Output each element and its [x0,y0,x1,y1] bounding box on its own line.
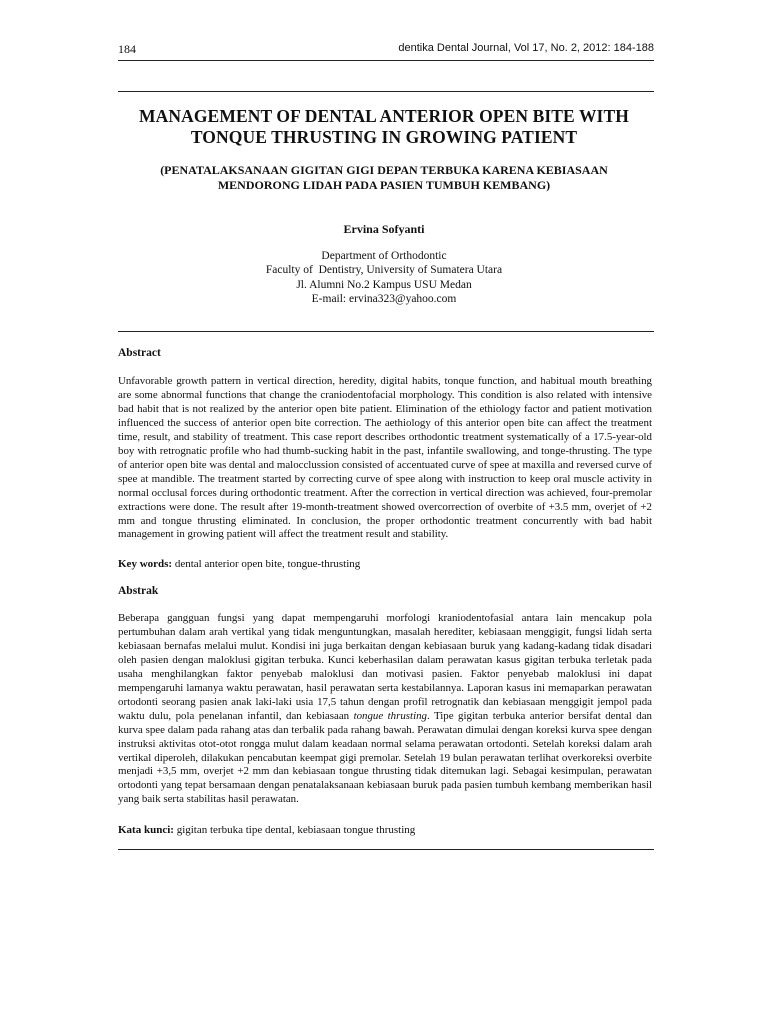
paper-title [100,106,668,148]
kata-kunci-text: gigitan terbuka tipe dental, kebiasaan tongue thrusting [173,824,416,836]
paper-subtitle-line-2: MENDORONG LIDAH PADA PASIEN TUMBUH KEMBANG) [217,178,551,192]
affiliation-department: Department of Orthodontic [321,250,447,262]
paper-subtitle-line-1: (PENATALAKSANAAN GIGITAN GIGI DEPAN TERBUKA KARENA KEBIASAAN [160,163,608,177]
abstrak-text-italic: tongue thrusting [353,709,427,722]
kata-kunci-label: Kata kunci: [118,824,174,836]
keywords [118,557,652,571]
kata-kunci [118,823,652,837]
paper-subtitle [120,163,648,193]
author-affiliation [0,249,768,306]
affiliation-address: Jl. Alumni No.2 Kampus USU Medan [296,278,472,291]
abstract-bottom-rule [118,849,654,850]
abstrak-text-part-2: . Tipe gigitan terbuka anterior bersifat dental dan kurva spee dalam pada rahang atas dan terbalik pada rahang bawah. Perawatan dimulai dengan koreksi kurva spee dengan instruksi aktivitas otot-otot rongga mulut dalam keadaan normal selama perawatan ortodonti. Setelah koreksi dalam arah vertikal diperoleh, dilakukan pencabutan keempat gigi premolar. Setelah 19 bulan perawatan terlihat overkoreksi overbite menjadi +3,5 mm, overjet +2 mm dan kebiasaan tongue thrusting tidak ditemukan lagi. Sebagai kesimpulan, perawatan ortodonti yang tepat bersamaan dengan penatalaksanaan kebiasaan buruk pada pasien tumbuh kembang memberikan hasil yang baik serta stabilitas hasil perawatan. [118,709,652,806]
author-name: Ervina Sofyanti [343,222,425,236]
running-header [118,42,654,58]
abstract-top-rule [118,331,654,332]
title-top-rule [118,91,654,92]
page-number: 184 [118,42,136,56]
affiliation-faculty: Faculty of Dentistry, University of Sumatera Utara [265,264,503,277]
paper-title-line-2: TONQUE THRUSTING IN GROWING PATIENT [190,127,578,147]
keywords-label: Key words: [118,558,173,570]
abstract-text: Unfavorable growth pattern in vertical direction, heredity, digital habits, tonque function, and habitual mouth breathing are some abnormal functions that change the craniodentofacial morphology. This condition is also related with intensive bad habit that is not realized by the anterior open bite patient. Elimination of the ethiology factor and patient motivation influenced the success of anterior open bite correction. The aethiology of this anterior open bite can affect the treatment time, result, and stability of treatment. This case report describes orthodontic treatment systematically of a 17.5-year-old boy with retrognatic profile who had thumb-sucking habit in the past, infantile swallowing, and tonge-thrusting. The type of anterior open bite was dental and malocclussion consisted of accentuated curve of spee at maxilla and reversed curve of spee at mandible. The treatment started by correcting curve of spee along with instruction to keep oral muscle activity in normal occlusal forces during orthodontic treatment. After the correction in vertical direction was achieved, four-premolar extractions were done. The result after 19-month-treatment showed overcorrection of overbite of +3.5 mm, overjet of +2 mm and tongue thrusting eliminated. In conclusion, the proper orthodontic treatment concurrently with bad habit management in growing patient will affect the treatment result and stability. [118,375,652,541]
abstrak-heading: Abstrak [118,585,159,597]
header-rule [118,60,654,61]
keywords-text: dental anterior open bite, tongue-thrusting [172,558,361,570]
affiliation-email: E-mail: ervina323@yahoo.com [311,292,457,305]
abstrak-text [118,612,652,807]
abstrak-text-part-1: Beberapa gangguan fungsi yang dapat mempengaruhi morfologi kraniodentofasial antara lain mencakup pola pertumbuhan dalam arah vertikal yang tidak menguntungkan, masalah herediter, kebiasaan menggigit, fungsi lidah serta kebiasaan bernafas melalui mulut. Kondisi ini juga berkaitan dengan kebiasaan buruk yang kadang-kadang tidak disadari oleh pasien dengan maloklusi gigitan terbuka. Kunci keberhasilan dalam perawatan kasus gigitan terbuka terletak pada usaha menghilangkan faktor penyebab maloklusi dan motivasi pasien. Faktor penyebab maloklusi ini dapat mempengaruhi lamanya waktu perawatan, hasil perawatan serta kestabilannya. Laporan kasus ini memaparkan perawatan ortodonti seorang pasien anak laki-laki usia 17,5 tahun dengan profil retrognatik dan kebiasaan menggigit jempol pada waktu dulu, pola penelanan infantil, dan kebiasaan [118,612,652,722]
paper-title-line-1: MANAGEMENT OF DENTAL ANTERIOR OPEN BITE WITH [139,106,629,126]
journal-citation: dentika Dental Journal, Vol 17, No. 2, 2012: 184-188 [398,42,654,54]
abstract-heading: Abstract [118,347,161,359]
